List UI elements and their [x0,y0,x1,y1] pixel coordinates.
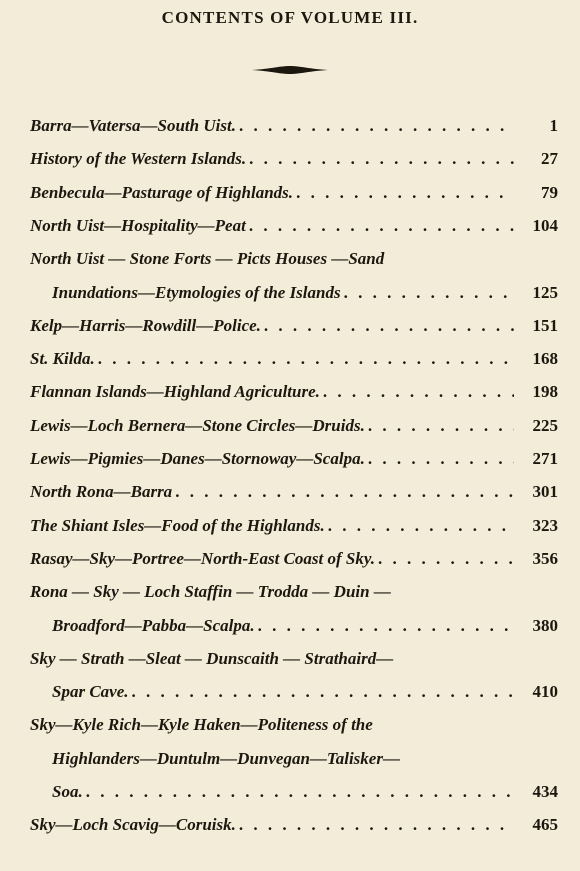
toc-line [0,815,580,845]
toc-line [0,283,580,313]
toc-line [0,682,580,712]
toc-entry-title: Kelp—Harris—Rowdill—Police. [30,315,261,335]
page-number: 151 [532,315,558,335]
page-number: 465 [532,815,558,835]
page-number: 198 [532,382,558,402]
toc-entry-title: Broadford—Pabba—Scalpa. [52,615,255,635]
toc-line [0,183,580,213]
dot-leader [246,216,514,236]
dot-leader [365,449,514,469]
toc-line [0,249,580,279]
toc-entry-text [30,549,514,569]
page-number: 27 [541,149,558,169]
toc-entry-title: Sky—Loch Scavig—Coruisk. [30,815,236,835]
page-number: 356 [532,548,558,568]
dot-leader [255,616,514,636]
toc-line [0,516,580,546]
toc-line [0,649,580,679]
toc-entry-title: Sky — Strath —Sleat — Dunscaith — Strathaird— [30,648,394,668]
toc-entry-text [30,815,514,835]
toc-entry-text [30,116,514,136]
toc-entry-title: Lewis—Loch Bernera—Stone Circles—Druids. [30,415,365,435]
dot-leader [83,782,514,802]
dot-leader [341,283,514,303]
dot-leader [365,416,514,436]
toc-entry-text [30,183,514,203]
toc-entry-text [30,482,514,502]
toc-line [0,749,580,779]
toc-entry-text [52,616,514,636]
toc-entry-title: Barra—Vatersa—South Uist. [30,116,236,135]
dot-leader [236,116,514,136]
page-number: 79 [541,182,558,202]
toc-entry-title: The Shiant Isles—Food of the Highlands. [30,515,325,535]
page-number: 271 [532,449,558,468]
toc-entry-title: Rona — Sky — Loch Staffin — Trodda — Duin — [30,582,391,602]
toc-entry-title: Sky—Kyle Rich—Kyle Haken—Politeness of the [30,715,373,735]
page-number: 380 [532,615,558,635]
toc-line [0,449,580,479]
toc-line [0,316,580,346]
toc-entry-text [30,449,514,469]
decorative-rule [250,64,330,76]
page-number: 410 [532,682,558,702]
toc-entry-text [30,416,514,436]
toc-line [0,116,580,146]
page-number: 323 [532,515,558,535]
toc-entry-text [30,382,514,402]
toc-entry-text [52,682,514,702]
page-number: 1 [549,116,558,135]
toc-entry-title: North Uist—Hospitality—Peat [30,215,246,235]
toc-line [0,582,580,612]
dot-leader [172,482,514,502]
toc-entry-text [30,649,520,669]
page-number: 225 [532,415,558,435]
toc-line [0,715,580,745]
toc-entry-title: History of the Western Islands. [30,149,247,169]
toc-entry-text [30,316,514,336]
dot-leader [375,549,514,569]
toc-entry-title: Highlanders—Duntulm—Dunvegan—Talisker— [52,748,400,768]
page-heading: CONTENTS OF VOLUME III. [161,8,419,27]
toc-entry-text [52,782,514,802]
page-number: 104 [532,215,558,235]
dot-leader [236,815,514,835]
page-number: 301 [532,482,558,502]
toc-entry-title: St. Kilda. [30,349,95,369]
toc-entry-title: Flannan Islands—Highland Agriculture. [30,382,320,402]
page-number: 168 [532,349,558,369]
dot-leader [129,682,515,702]
toc-entry-title: Lewis—Pigmies—Danes—Stornoway—Scalpa. [30,449,365,468]
toc-entry-title: North Uist — Stone Forts — Picts Houses —Sand [30,249,385,269]
toc-entry-text [30,516,514,536]
toc-entry-title: Inundations—Etymologies of the Islands [52,282,341,302]
toc-entry-title: Benbecula—Pasturage of Highlands. [30,182,294,202]
toc-line [0,482,580,512]
toc-entry-text [30,249,520,269]
page-number: 125 [532,282,558,302]
toc-entry-title: Rasay—Sky—Portree—North-East Coast of Sky. [30,548,376,568]
toc-entry-title: Soa. [52,782,83,801]
dot-leader [246,149,514,169]
toc-line [0,149,580,179]
toc-entry-text [30,216,514,236]
toc-line [0,549,580,579]
toc-line [0,782,580,812]
toc-entry-text [30,582,520,602]
dot-leader [320,382,514,402]
dot-leader [261,316,514,336]
toc-entry-text [52,749,520,769]
toc-line [0,382,580,412]
dot-leader [95,349,514,369]
toc-entry-title: North Rona—Barra [30,482,173,502]
toc-entry-text [52,283,514,303]
toc-entry-text [30,149,514,169]
toc-entry-text [30,715,520,735]
toc-line [0,416,580,446]
toc-line [0,349,580,379]
page-number: 434 [532,782,558,801]
toc-entry-title: Spar Cave. [52,682,129,702]
dot-leader [293,183,514,203]
dot-leader [325,516,514,536]
toc-line [0,216,580,246]
toc-entry-text [30,349,514,369]
toc-line [0,616,580,646]
